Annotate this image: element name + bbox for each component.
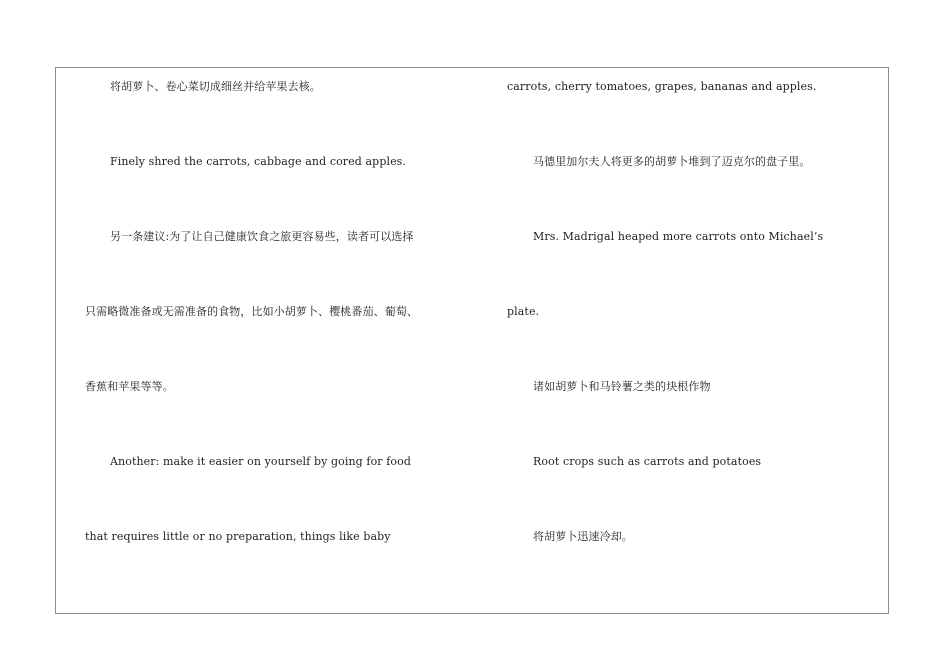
text-line: that requires little or no preparation, things like baby (85, 530, 391, 543)
text-line: 将胡萝卜迅速冷却。 (533, 530, 633, 543)
text-line: carrots, cherry tomatoes, grapes, bananas and apples. (507, 80, 817, 93)
text-line: 诸如胡萝卜和马铃薯之类的块根作物 (533, 380, 711, 393)
text-line: 只需略微准备或无需准备的食物，比如小胡萝卜、樱桃番茄、葡萄、 (85, 305, 418, 318)
text-line: plate. (507, 305, 540, 318)
text-line: Finely shred the carrots, cabbage and cored apples. (110, 155, 407, 168)
text-line: Another: make it easier on yourself by going for food (110, 455, 412, 468)
text-line: 另一条建议:为了让自己健康饮食之旅更容易些，读者可以选择 (110, 230, 414, 243)
text-line: Mrs. Madrigal heaped more carrots onto Michael’s (533, 230, 824, 243)
text-line: Root crops such as carrots and potatoes (533, 455, 762, 468)
text-line: 将胡萝卜、卷心菜切成细丝并给苹果去核。 (110, 80, 321, 93)
text-line: 马德里加尔夫人将更多的胡萝卜堆到了迈克尔的盘子里。 (533, 155, 811, 168)
text-line: 香蕉和苹果等等。 (85, 380, 174, 393)
